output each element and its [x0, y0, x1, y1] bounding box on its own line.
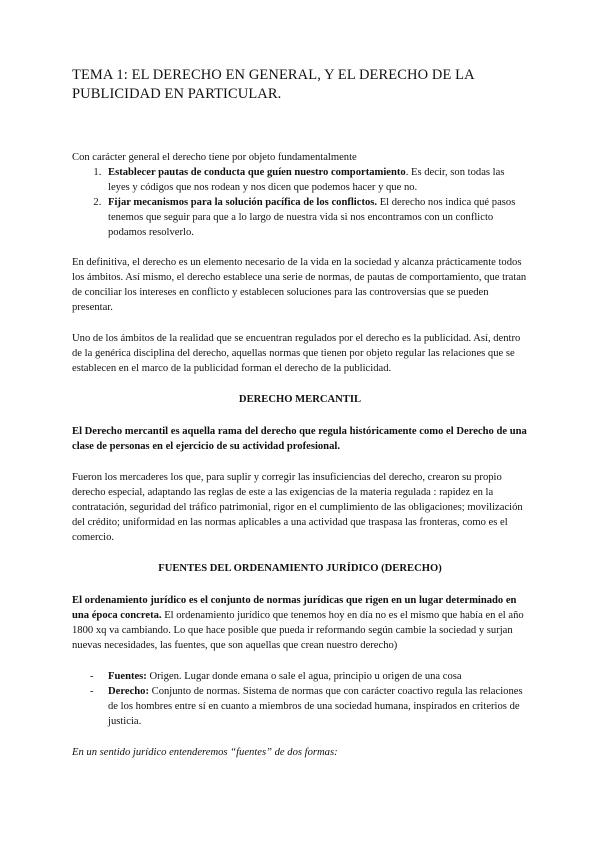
intro-sentence: Con carácter general el derecho tiene por objeto fundamentalmente — [72, 152, 357, 163]
objective-text: El derecho nos indica qué pasos tenemos que seguir para que a lo largo de nuestra vida si nos encontramos con un conflicto podamos resolverlo. — [108, 197, 516, 238]
dash-bullet: - — [90, 671, 94, 682]
list-item — [104, 165, 528, 195]
closing-sentence: En un sentido jurídico entenderemos “fuentes” de dos formas: — [72, 747, 338, 758]
section-heading-fuentes: FUENTES DEL ORDENAMIENTO JURÍDICO (DERECHO) — [158, 563, 442, 574]
document-title: TEMA 1: EL DERECHO EN GENERAL, Y EL DERECHO DE LA PUBLICIDAD EN PARTICULAR. — [72, 67, 474, 102]
term-text: Origen. Lugar donde emana o sale el agua, principio u origen de una cosa — [146, 671, 462, 682]
term-label: Fuentes: — [108, 671, 147, 682]
terms-list — [72, 669, 528, 729]
section-heading-mercantil: DERECHO MERCANTIL — [238, 394, 362, 405]
dash-bullet: - — [90, 686, 94, 697]
term-label: Derecho: — [108, 686, 149, 697]
paragraph-publicidad: Uno de los ámbitos de la realidad que se encuentran regulados por el derecho es la publicidad. Así, dentro de la genérica disciplina del derecho, aquellas normas que tienen por objeto regular las relaciones que se establecen en el marco de la publicidad forman el derecho de la publicidad. — [72, 333, 521, 374]
fuentes-definition — [72, 593, 528, 653]
term-text: Conjunto de normas. Sistema de normas que con carácter coactivo regula las relaciones de los hombres entre sí en cuanto a miembros de una sociedad humana, inspirados en criterios de justicia. — [108, 686, 523, 727]
fuentes-definition-text: El ordenamiento jurídico que tenemos hoy en día no es el mismo que había en el año 1800 xq va cambiando. Lo que hace posible que pueda ir reformando según cambie la sociedad y surjan nuevas necesidades, las fuentes, que son aquellas que crean nuestro derecho) — [72, 610, 524, 651]
fuentes-definition-bold: El ordenamiento jurídico es el conjunto de normas jurídicas que rigen en un lugar determinado en una época concreta. — [72, 595, 517, 621]
list-item — [90, 669, 528, 684]
objective-bold: Fijar mecanismos para la solución pacífica de los conflictos. — [108, 197, 378, 208]
objective-bold: Establecer pautas de conducta que guíen nuestro comportamiento — [108, 167, 406, 178]
mercantil-history: Fueron los mercaderes los que, para suplir y corregir las insuficiencias del derecho, crearon su propio derecho especial, adaptando las reglas de este a las exigencias de la materia regulada : rapidez en la contratación, seguridad del tráfico patrimonial, rigor en el cumplimiento de las obligaciones; movilización del crédito; uniformidad en las normas aplicables a una actividad que traspasa las fronteras, como es el comercio. — [72, 472, 523, 543]
objectives-list — [72, 165, 528, 240]
list-item — [90, 684, 528, 729]
mercantil-definition: El Derecho mercantil es aquella rama del derecho que regula históricamente como el Derecho de una clase de personas en el ejercicio de su actividad profesional. — [72, 426, 527, 452]
objective-text: . Es decir, son todas las leyes y códigos que nos rodean y nos dicen que podemos hacer y que no. — [108, 167, 505, 193]
paragraph-definition: En definitiva, el derecho es un elemento necesario de la vida en la sociedad y alcanza prácticamente todos los ámbitos. Así mismo, el derecho establece una serie de normas, de pautas de comportamiento, que tratan de conciliar los intereses en conflicto y establecen soluciones para las controversias que se pueden presentar. — [72, 257, 527, 313]
document-page — [72, 66, 528, 760]
list-item — [104, 195, 528, 240]
